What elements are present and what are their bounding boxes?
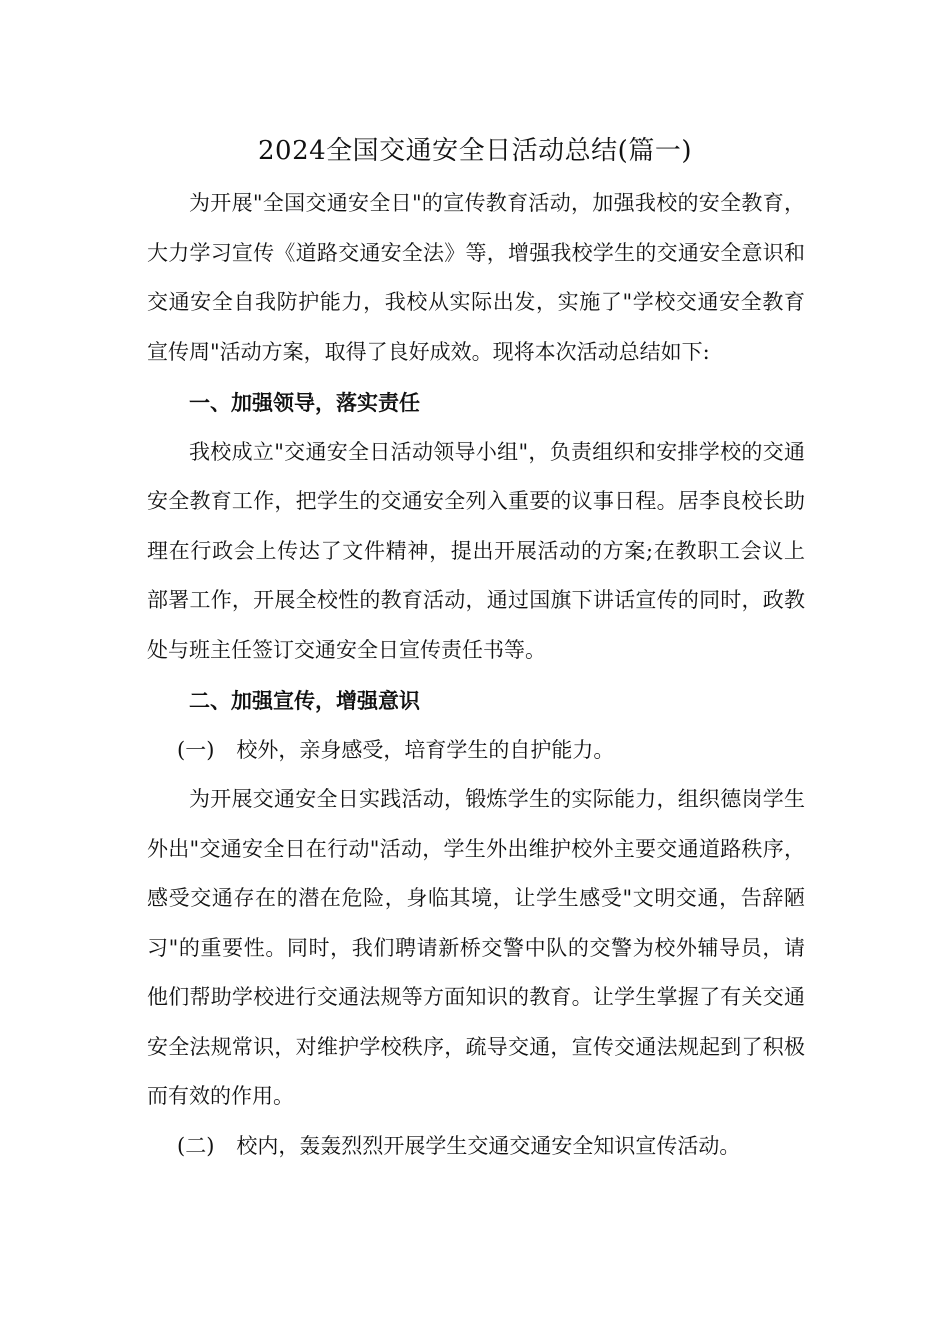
document-title: 2024全国交通安全日活动总结(篇一) bbox=[258, 136, 692, 166]
subsection-1-number: (一) bbox=[177, 737, 215, 762]
section-1-heading: 一、加强领导，落实责任 bbox=[189, 390, 420, 415]
document-body bbox=[147, 179, 805, 1171]
subsection-2-heading bbox=[147, 1122, 805, 1172]
subsection-2-title: 校内，轰轰烈烈开展学生交通交通安全知识宣传活动。 bbox=[236, 1133, 741, 1158]
subsection-1-title: 校外，亲身感受，培育学生的自护能力。 bbox=[236, 737, 615, 762]
subsection-1-heading bbox=[147, 726, 805, 776]
section-2-heading: 二、加强宣传，增强意识 bbox=[189, 688, 420, 713]
intro-paragraph: 为开展"全国交通安全日"的宣传教育活动，加强我校的安全教育，大力学习宣传《道路交通安全法》等，增强我校学生的交通安全意识和交通安全自我防护能力，我校从实际出发，实施了"学校交通安全教育宣传周"活动方案，取得了良好成效。现将本次活动总结如下: bbox=[147, 191, 805, 364]
section-1-paragraph: 我校成立"交通安全日活动领导小组"，负责组织和安排学校的交通安全教育工作，把学生的交通安全列入重要的议事日程。居李良校长助理在行政会上传达了文件精神，提出开展活动的方案;在教职工会议上部署工作，开展全校性的教育活动，通过国旗下讲话宣传的同时，政教处与班主任签订交通安全日宣传责任书等。 bbox=[147, 439, 805, 662]
subsection-1-paragraph: 为开展交通安全日实践活动，锻炼学生的实际能力，组织德岗学生外出"交通安全日在行动"活动，学生外出维护校外主要交通道路秩序，感受交通存在的潜在危险，身临其境，让学生感受"文明交通，告辞陋习"的重要性。同时，我们聘请新桥交警中队的交警为校外辅导员，请他们帮助学校进行交通法规等方面知识的教育。让学生掌握了有关交通安全法规常识，对维护学校秩序，疏导交通，宣传交通法规起到了积极而有效的作用。 bbox=[147, 787, 805, 1108]
subsection-2-number: (二) bbox=[177, 1133, 215, 1158]
